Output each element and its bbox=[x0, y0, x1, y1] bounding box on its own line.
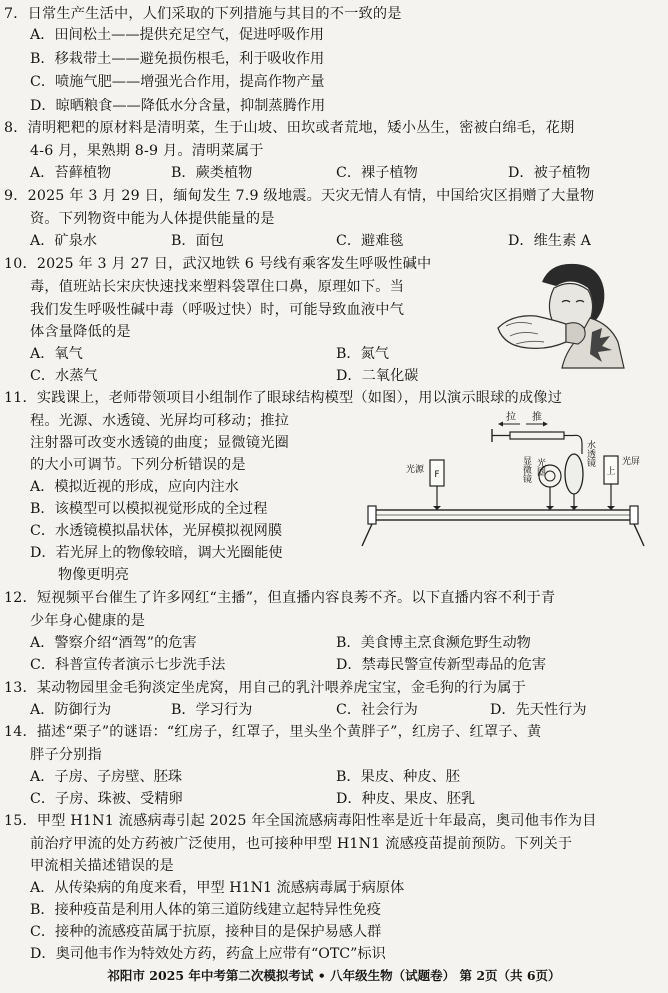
question-12-option-b: B．美食博主烹食濒危野生动物 bbox=[336, 635, 531, 651]
question-15-option-b: B．接种疫苗是利用人体的第三道防线建立起特异性免疫 bbox=[30, 902, 381, 918]
question-11-option-d: D．若光屏上的物像较暗，调大光圈能使 bbox=[30, 545, 283, 561]
question-7-option-d: D．晾晒粮食——降低水分含量，抑制蒸腾作用 bbox=[30, 98, 326, 114]
label-microscope: 显微镜 bbox=[521, 456, 531, 483]
question-11-stem-line-2: 程。光源、水透镜、光屏均可移动；推拉 bbox=[30, 413, 289, 429]
question-12-stem-line-1: 12．短视频平台催生了许多网红“主播”，但直播内容良莠不齐。以下直播内容不利于青 bbox=[4, 590, 556, 606]
question-11-stem-line-4: 的大小可调节。下列分析错误的是 bbox=[30, 457, 246, 473]
question-9-stem-line-1: 9．2025 年 3 月 29 日，缅甸发生 7.9 级地震。天灾无情人有情，中国给灾区捐赠了大量物 bbox=[4, 188, 595, 204]
question-10-stem-line-1: 10．2025 年 3 月 27 日，武汉地铁 6 号线有乘客发生呼吸性碱中 bbox=[4, 256, 432, 272]
question-11-stem-line-3: 注射器可改变水透镜的曲度；显微镜光圈 bbox=[30, 435, 289, 451]
question-15-stem-line-3: 甲流相关描述错误的是 bbox=[30, 858, 174, 874]
question-14-option-d: D．种皮、果皮、胚乳 bbox=[336, 791, 476, 807]
question-7-stem: 7．日常生产生活中，人们采取的下列措施与其目的不一致的是 bbox=[4, 6, 402, 22]
question-10-stem-line-4: 体含量降低的是 bbox=[30, 324, 131, 340]
question-15-option-c: C．接种的流感疫苗属于抗原，接种目的是保护易感人群 bbox=[30, 924, 382, 940]
svg-text:上: 上 bbox=[606, 467, 616, 477]
syringe-tube bbox=[574, 435, 582, 454]
question-11-option-d-continued: 物像更明亮 bbox=[58, 567, 129, 583]
question-15-option-d: D．奥司他韦作为特效处方药，药盒上应带有“OTC”标识 bbox=[30, 946, 386, 962]
page-footer: 祁阳市 2025 年中考第二次模拟考试 • 八年级生物（试题卷） 第 2页（共 6页） bbox=[107, 968, 561, 983]
question-13-option-b: B．学习行为 bbox=[171, 702, 253, 718]
question-11-option-c: C．水透镜模拟晶状体，光屏模拟视网膜 bbox=[30, 523, 283, 539]
label-aperture: 光圈 bbox=[535, 458, 545, 476]
question-11-stem-line-1: 11．实践课上，老师带领项目小组制作了眼球结构模型（如图），用以演示眼球的成像过 bbox=[4, 390, 563, 406]
question-8-option-c: C．裸子植物 bbox=[336, 165, 418, 181]
question-7-option-b: B．移栽带土——避免损伤根毛，利于吸收作用 bbox=[30, 51, 325, 67]
question-7-option-a: A．田间松土——提供充足空气，促进呼吸作用 bbox=[30, 27, 324, 43]
label-push: 推 bbox=[532, 412, 542, 423]
question-10-option-c: C．水蒸气 bbox=[30, 368, 98, 384]
question-7-option-c: C．喷施气肥——增强光合作用，提高作物产量 bbox=[30, 74, 325, 90]
question-13-option-c: C．社会行为 bbox=[336, 702, 418, 718]
question-12-option-a: A．警察介绍“酒驾”的危害 bbox=[30, 635, 197, 651]
question-10-option-a: A．氧气 bbox=[30, 346, 83, 362]
question-14-stem-line-2: 胖子分别指 bbox=[30, 747, 102, 763]
question-9-option-d: D．维生素 A bbox=[508, 233, 591, 249]
question-15-stem-line-1: 15．甲型 H1N1 流感病毒引起 2025 年全国流感病毒阳性率是近十年最高，奥司他韦作为目 bbox=[4, 813, 597, 829]
syringe-barrel bbox=[510, 432, 564, 439]
question-13-option-d: D．先天性行为 bbox=[490, 702, 587, 718]
question-10-option-b: B．氮气 bbox=[336, 346, 389, 362]
question-9-option-b: B．面包 bbox=[171, 233, 224, 249]
question-13-stem: 13．某动物园里金毛狗淡定坐虎窝，用自己的乳汁喂养虎宝宝，金毛狗的行为属于 bbox=[4, 680, 527, 696]
water-lens bbox=[565, 454, 583, 494]
label-water-lens: 水透镜 bbox=[585, 440, 595, 467]
question-15-stem-line-2: 前治疗甲流的处方药被广泛使用，也可接种甲型 H1N1 流感疫苗提前预防。下列关于 bbox=[30, 836, 573, 852]
label-light-source: 光源 bbox=[406, 465, 425, 475]
question-8-stem-line-2: 4-6 月，果熟期 8-9 月。清明菜属于 bbox=[30, 143, 264, 159]
question-9-option-c: C．避难毯 bbox=[336, 233, 404, 249]
question-9-option-a: A．矿泉水 bbox=[30, 233, 97, 249]
question-11-option-a: A．模拟近视的形成，应向内注水 bbox=[30, 479, 239, 495]
svg-text:F: F bbox=[434, 470, 440, 480]
question-14-stem-line-1: 14．描述“栗子”的谜语：“红房子，红罩子，里头坐个黄胖子”，红房子、红罩子、黄 bbox=[4, 724, 542, 740]
question-14-option-a: A．子房、子房壁、胚珠 bbox=[30, 769, 183, 785]
question-10-stem-line-2: 毒，值班站长宋庆快速找来塑料袋罩住口鼻，原理如下。当 bbox=[30, 279, 405, 295]
question-8-option-b: B．蕨类植物 bbox=[171, 165, 253, 181]
figure-eye-model bbox=[360, 410, 650, 552]
figure-plastic-bag-breathing bbox=[492, 258, 632, 370]
question-14-option-b: B．果皮、种皮、胚 bbox=[336, 769, 460, 785]
label-light-screen: 光屏 bbox=[622, 457, 641, 467]
question-10-option-d: D．二氧化碳 bbox=[336, 368, 419, 384]
label-pull: 拉 bbox=[506, 412, 516, 423]
question-9-stem-line-2: 资。下列物资中能为人体提供能量的是 bbox=[30, 211, 275, 227]
question-10-stem-line-3: 我们发生呼吸性碱中毒（呼吸过快）时，可能导致血液中气 bbox=[30, 302, 405, 318]
question-13-option-a: A．防御行为 bbox=[30, 702, 112, 718]
question-12-option-d: D．禁毒民警宣传新型毒品的危害 bbox=[336, 657, 547, 673]
question-12-option-c: C．科普宣传者演示七步洗手法 bbox=[30, 657, 226, 673]
question-14-option-c: C．子房、珠被、受精卵 bbox=[30, 791, 183, 807]
question-8-option-d: D．被子植物 bbox=[508, 165, 591, 181]
question-8-option-a: A．苔藓植物 bbox=[30, 165, 112, 181]
question-12-stem-line-2: 少年身心健康的是 bbox=[30, 613, 146, 629]
question-8-stem-line-1: 8．清明粑粑的原材料是清明菜，生于山坡、田坎或者荒地，矮小丛生，密被白绵毛，花期 bbox=[4, 120, 575, 136]
question-15-option-a: A．从传染病的角度来看，甲型 H1N1 流感病毒属于病原体 bbox=[30, 880, 405, 896]
question-11-option-b: B．该模型可以模拟视觉形成的全过程 bbox=[30, 501, 268, 517]
